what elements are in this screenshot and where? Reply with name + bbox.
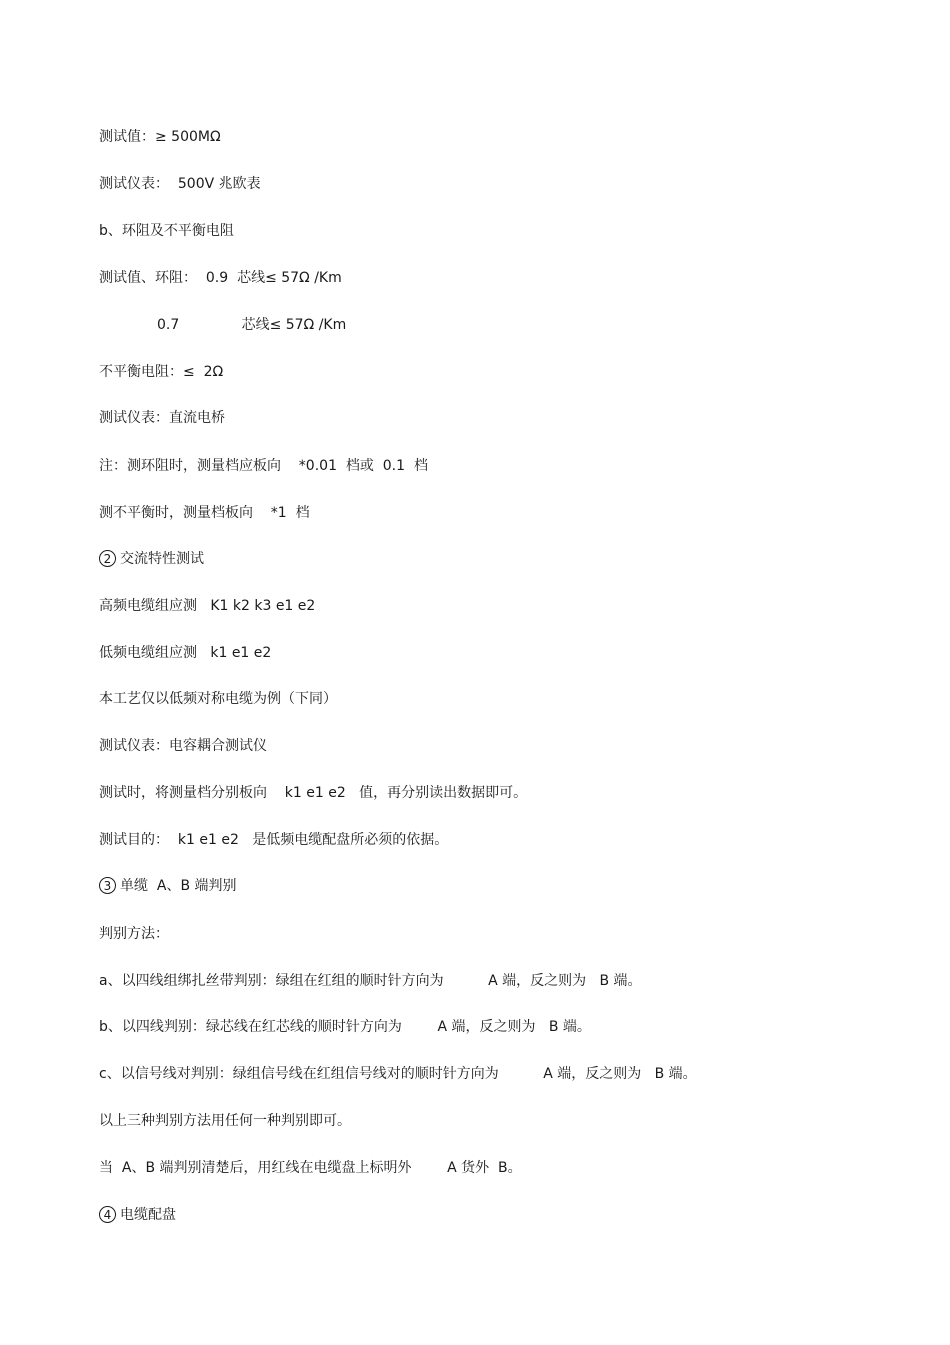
list-item: c、以信号线对判别：绿组信号线在红组信号线对的顺时针方向为 A 端，反之则为 B 端。 — [99, 1066, 697, 1082]
text-line: 测试时，将测量档分别板向 k1 e1 e2 值，再分别读出数据即可。 — [99, 785, 528, 801]
circled-number: 3 — [99, 877, 116, 894]
text-line: 低频电缆组应测 k1 e1 e2 — [99, 645, 272, 661]
section-heading — [99, 875, 237, 897]
text-line: 测试值：≥ 500MΩ — [99, 129, 221, 145]
text-line: 判别方法： — [99, 926, 169, 942]
text-line: 测试仪表： 500V 兆欧表 — [99, 176, 261, 192]
circled-number: 4 — [99, 1206, 116, 1223]
note-line: 注：测环阻时，测量档应板向 *0.01 档或 0.1 档 — [99, 458, 428, 474]
section-heading — [99, 548, 204, 570]
text-line: 当 A、B 端判别清楚后，用红线在电缆盘上标明外 A 货外 B。 — [99, 1160, 522, 1176]
list-item: b、以四线判别：绿芯线在红芯线的顺时针方向为 A 端，反之则为 B 端。 — [99, 1019, 591, 1035]
list-item: a、以四线组绑扎丝带判别：绿组在红组的顺时针方向为 A 端，反之则为 B 端。 — [99, 973, 642, 989]
section-heading — [99, 1204, 176, 1226]
circled-number: 2 — [99, 550, 116, 567]
text-line: 高频电缆组应测 K1 k2 k3 e1 e2 — [99, 598, 316, 614]
text-line: 本工艺仅以低频对称电缆为例（下同） — [99, 691, 337, 707]
note-line: 测不平衡时，测量档板向 *1 档 — [99, 505, 310, 521]
section-title: 电缆配盘 — [120, 1207, 176, 1223]
section-title: 单缆 A、B 端判别 — [120, 878, 237, 894]
text-line: 测试目的： k1 e1 e2 是低频电缆配盘所必须的依据。 — [99, 832, 449, 848]
text-line: 测试仪表：直流电桥 — [99, 410, 225, 426]
text-line: 0.7 芯线≤ 57Ω /Km — [157, 317, 347, 333]
section-heading: b、环阻及不平衡电阻 — [99, 223, 234, 239]
text-line: 测试仪表：电容耦合测试仪 — [99, 738, 267, 754]
section-title: 交流特性测试 — [120, 551, 204, 567]
text-line: 以上三种判别方法用任何一种判别即可。 — [99, 1113, 351, 1129]
text-line: 不平衡电阻：≤ 2Ω — [99, 364, 224, 380]
text-line: 测试值、环阻： 0.9 芯线≤ 57Ω /Km — [99, 270, 342, 286]
